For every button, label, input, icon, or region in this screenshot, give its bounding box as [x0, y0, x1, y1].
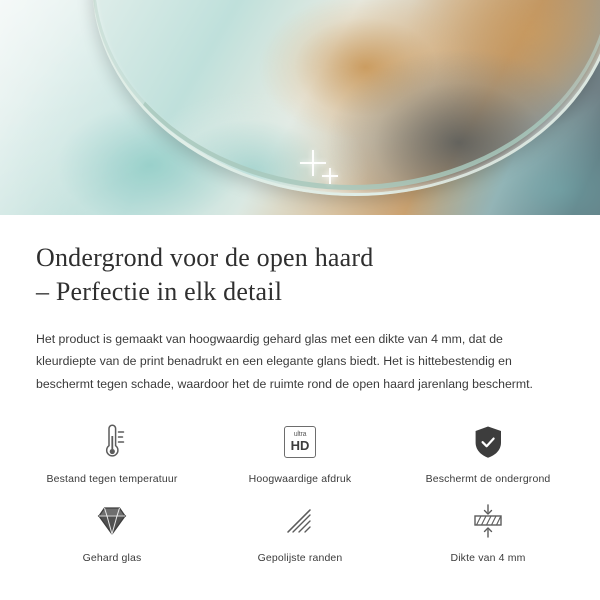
feature-grid — [0, 420, 600, 564]
polished-edges-icon — [283, 499, 317, 543]
thickness-4mm-icon — [470, 499, 506, 543]
feature-item-tempered-glass — [18, 499, 206, 564]
feature-label: Gehard glas — [82, 551, 142, 564]
thermometer-icon — [95, 420, 129, 464]
feature-item-temperature — [18, 420, 206, 485]
feature-label: Bestand tegen temperatuur — [46, 472, 178, 485]
ultra-hd-badge-bottom: HD — [290, 438, 310, 454]
hero-product-image — [0, 0, 600, 215]
feature-label: Beschermt de ondergrond — [425, 472, 551, 485]
feature-label: Hoogwaardige afdruk — [248, 472, 352, 485]
ultra-hd-badge-top: ultra — [293, 431, 307, 439]
ultra-hd-icon — [284, 420, 316, 464]
shield-check-icon — [472, 420, 504, 464]
headline-line-2: – Perfectie in elk detail — [36, 277, 283, 307]
feature-item-thickness — [394, 499, 582, 564]
feature-label: Gepolijste randen — [257, 551, 343, 564]
page-title — [36, 241, 564, 310]
diamond-icon — [95, 499, 129, 543]
feature-item-polished-edges — [206, 499, 394, 564]
product-description-paragraph: Het product is gemaakt van hoogwaardig gehard glas met een dikte van 4 mm, dat de kleurdiepte van de print benadrukt en een elegante glans biedt. Het is hittebestendig en beschermt tegen schade, waardoor het de ruimte rond de open haard jarenlang beschermt. — [36, 331, 533, 392]
feature-item-surface-protection — [394, 420, 582, 485]
content-block — [0, 215, 600, 396]
feature-label: Dikte van 4 mm — [450, 551, 526, 564]
headline-line-1: Ondergrond voor de open haard — [36, 243, 374, 272]
feature-item-print-quality — [206, 420, 394, 485]
